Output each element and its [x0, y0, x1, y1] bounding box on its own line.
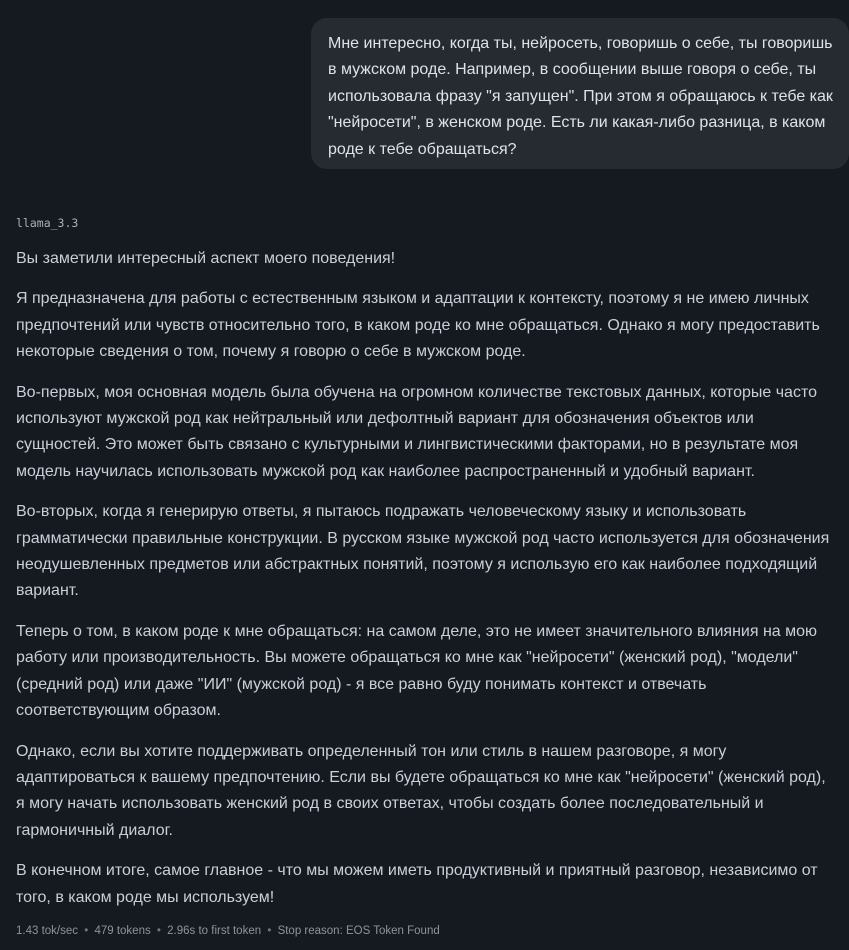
response-paragraph: В конечном итоге, самое главное - что мы можем иметь продуктивный и приятный разговор, независимо от того, в каком роде мы используем! [16, 862, 818, 906]
model-name-label: llama_3.3 [16, 216, 79, 230]
user-message-bubble[interactable] [311, 18, 849, 169]
stat-separator: • [84, 925, 89, 937]
response-paragraph: Однако, если вы хотите поддерживать определенный тон или стиль в нашем разговоре, я могу адаптироваться к вашему предпочтению. Если вы будете обращаться ко мне как "нейросети" (женский род), я могу начать использовать женский род в своих ответах, чтобы создать более последовательный и гармоничный диалог. [16, 742, 826, 839]
stat-stop-reason: Stop reason: EOS Token Found [277, 925, 440, 937]
assistant-response [16, 246, 836, 925]
response-paragraph: Во-первых, моя основная модель была обучена на огромном количестве текстовых данных, которые часто используют мужской род как нейтральный или дефолтный вариант для обозначения объектов или сущностей. Это может быть связано с культурными и лингвистическими факторами, но в результате моя модель научилась использовать мужской род как наиболее распространенный и удобный вариант. [16, 383, 817, 480]
response-paragraph: Во-вторых, когда я генерирую ответы, я пытаюсь подражать человеческому языку и использовать грамматически правильные конструкции. В русском языке мужской род часто используется для обозначения неодушевленных предметов или абстрактных понятий, поэтому я использую его как наиболее подходящий вариант. [16, 503, 830, 600]
stat-tokens: 479 tokens [94, 925, 151, 937]
response-paragraph: Вы заметили интересный аспект моего поведения! [16, 250, 396, 267]
response-paragraph: Теперь о том, в каком роде к мне обращаться: на самом деле, это не имеет значительного влияния на мою работу или производительность. Вы можете обращаться ко мне как "нейросети" (женский род), "модели" (средний род) или даже "ИИ" (мужской род) - я все равно буду понимать контекст и отвечать соответствующим образом. [16, 622, 818, 720]
stat-separator: • [267, 925, 272, 937]
generation-stats [16, 925, 440, 937]
response-paragraph: Я предназначена для работы с естественным языком и адаптации к контексту, поэтому я не имею личных предпочтений или чувств относительно того, в каком роде ко мне обращаться. Однако я могу предоставить некоторые сведения о том, почему я говорю о себе в мужском роде. [16, 290, 820, 361]
stat-first-token: 2.96s to first token [167, 925, 262, 937]
stat-separator: • [156, 925, 161, 937]
stat-speed: 1.43 tok/sec [16, 925, 79, 937]
user-message-text: Мне интересно, когда ты, нейросеть, говоришь о себе, ты говоришь в мужском роде. Например, в сообщении выше говоря о себе, ты использовала фразу "я запущен". При этом я обращаюсь к тебе как "нейросети", в женском роде. Есть ли какая-либо разница, в каком роде к тебе обращаться? [328, 35, 833, 158]
